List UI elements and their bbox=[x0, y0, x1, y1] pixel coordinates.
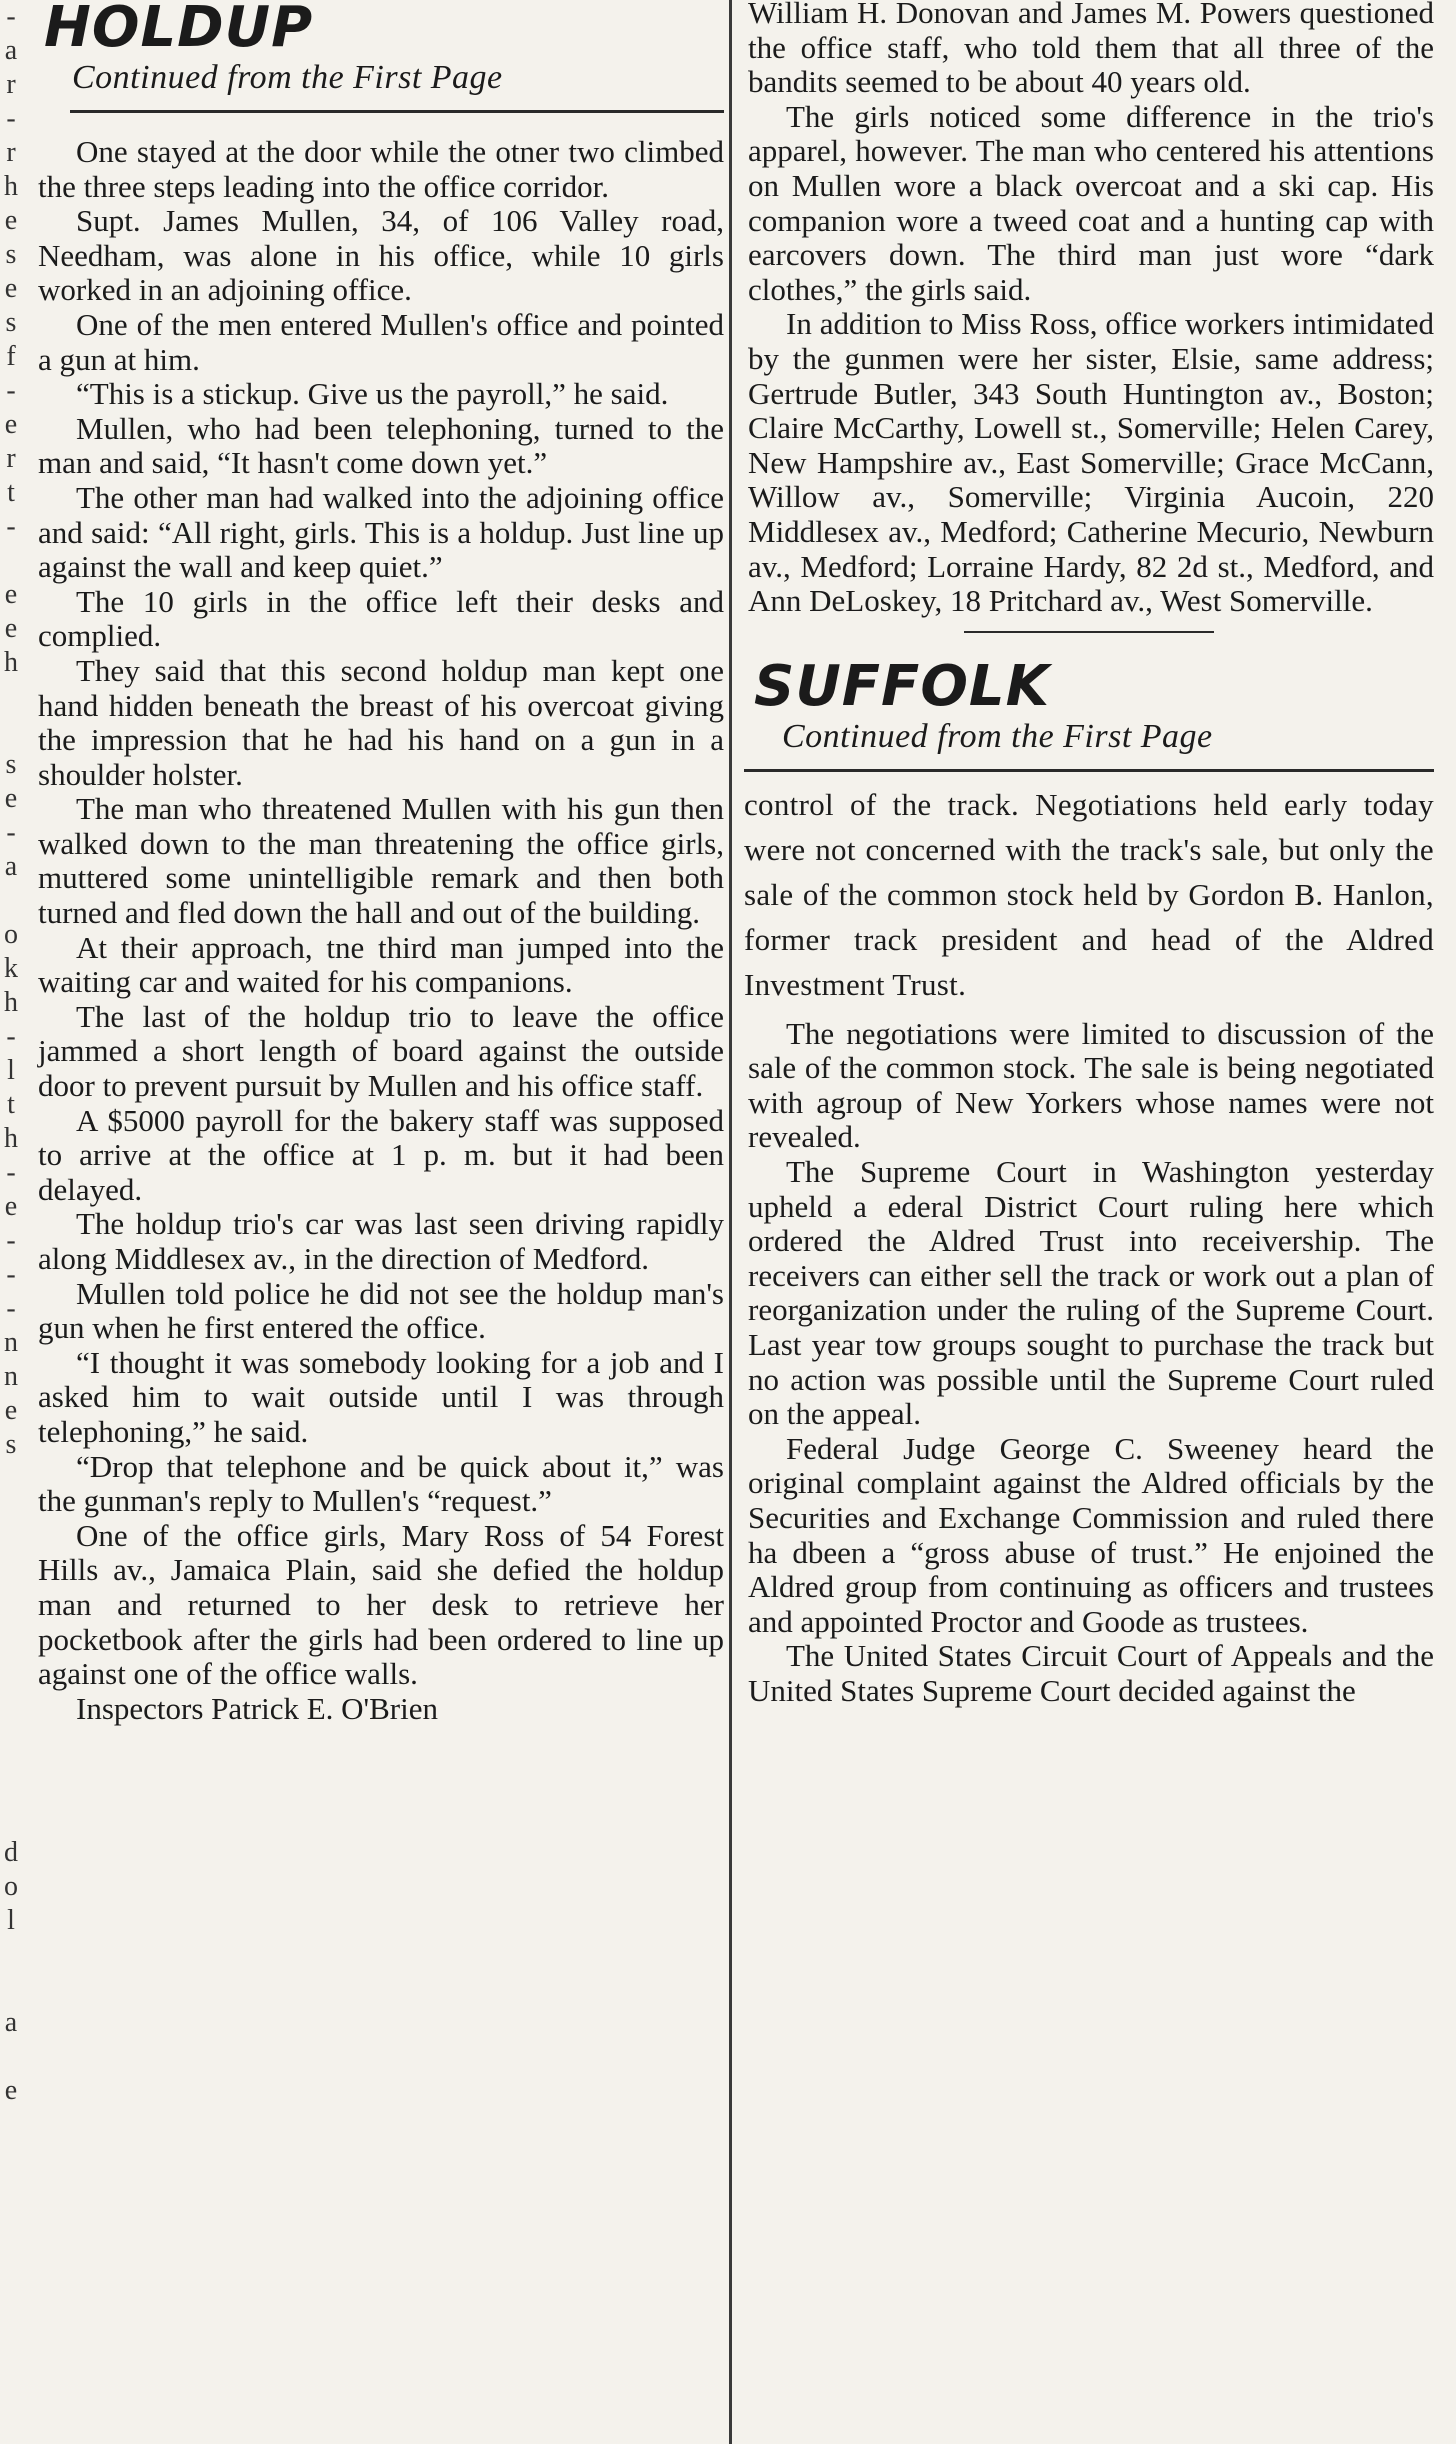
suffolk-headline: SUFFOLK bbox=[754, 653, 1050, 719]
gutter-fragment: s bbox=[5, 307, 17, 338]
holdup-headline: HOLDUP bbox=[44, 0, 314, 60]
gutter-fragment bbox=[0, 1938, 22, 1972]
gutter-fragment: s bbox=[5, 1429, 17, 1460]
gutter-fragment: h bbox=[4, 647, 18, 678]
gutter-fragment: - bbox=[6, 817, 16, 848]
gutter-fragment: r bbox=[6, 69, 16, 100]
holdup-paragraph: “I thought it was somebody looking for a job and I asked him to wait outside until I was through telephoning,” he said. bbox=[38, 1344, 724, 1449]
holdup-paragraph: The last of the holdup trio to leave the office jammed a short length of board against the outside door to prevent pursuit by Mullen and his office staff. bbox=[38, 998, 724, 1104]
gutter-fragment: - bbox=[6, 375, 16, 406]
gutter-fragment: a bbox=[4, 851, 18, 882]
suffolk-paragraph: Federal Judge George C. Sweeney heard the original complaint against the Aldred officials by the Securities and Exchange Commission and ruled there ha dbeen a “gross abuse of trust.” He enjoined the Aldred group from continuing as officers and trustees and appointed Proctor and Goode as trustees. bbox=[748, 1430, 1434, 1639]
suffolk-paragraph: The negotiations were limited to discussion of the sale of the common stock. The sale is being negotiated with agroup of New Yorkers whose names were not revealed. bbox=[748, 1015, 1434, 1155]
gutter-fragment bbox=[0, 1802, 22, 1836]
gutter-fragment: n bbox=[4, 1327, 18, 1358]
holdup-paragraph: A $5000 payroll for the bakery staff was supposed to arrive at the office at 1 p. m. but it had been delayed. bbox=[38, 1102, 724, 1207]
gutter-fragment: r bbox=[6, 137, 16, 168]
holdup-paragraph: One of the men entered Mullen's office and pointed a gun at him. bbox=[38, 306, 724, 377]
gutter-fragment: h bbox=[4, 987, 18, 1018]
holdup-paragraph: At their approach, tne third man jumped into the waiting car and waited for his companions. bbox=[38, 929, 724, 1000]
holdup-paragraph: Inspectors Patrick E. O'Brien bbox=[76, 1690, 438, 1726]
holdup-paragraph: Mullen told police he did not see the holdup man's gun when he first entered the office. bbox=[38, 1275, 724, 1346]
gutter-fragment: n bbox=[4, 1361, 18, 1392]
gutter-fragment bbox=[0, 544, 22, 578]
section-divider bbox=[964, 631, 1214, 633]
holdup-paragraph: They said that this second holdup man kept one hand hidden beneath the breast of his overcoat giving the impression that he had his hand on a gun in a shoulder holster. bbox=[38, 652, 724, 792]
suffolk-body bbox=[744, 1017, 1434, 1709]
gutter-fragment: e bbox=[4, 1395, 18, 1426]
holdup-subhead: Continued from the First Page bbox=[72, 59, 503, 96]
holdup-body bbox=[34, 135, 724, 1726]
gutter-fragment bbox=[0, 1462, 22, 1496]
holdup-paragraph: Mullen, who had been telephoning, turned to the man and said, “It hasn't come down yet.” bbox=[38, 410, 724, 481]
gutter-fragment bbox=[0, 1564, 22, 1598]
gutter-fragment bbox=[0, 2176, 22, 2210]
gutter-fragment: d bbox=[4, 1837, 18, 1868]
gutter-fragment: - bbox=[6, 103, 16, 134]
gutter-fragment: a bbox=[4, 2007, 18, 2038]
holdup-paragraph: “This is a stickup. Give us the payroll,” he said. bbox=[76, 376, 669, 412]
holdup-paragraph: Supt. James Mullen, 34, of 106 Valley road, Needham, was alone in his office, while 10 girls worked in an adjoining office. bbox=[38, 203, 724, 308]
gutter-fragment: a bbox=[4, 35, 18, 66]
gutter-fragment: e bbox=[4, 273, 18, 304]
suffolk-paragraph: The Supreme Court in Washington yesterday upheld a ederal District Court ruling here which ordered the Aldred Trust into receivership. The receivers can either sell the track or work out a plan of reorganization under the ruling of the Supreme Court. Last year tow groups sought to purchase the track but no action was possible until the Supreme Court ruled on the appeal. bbox=[748, 1154, 1434, 1432]
holdup-continuation-paragraph: In addition to Miss Ross, office workers intimidated by the gunmen were her sister, Elsie, same address; Gertrude Butler, 343 South Huntington av., Boston; Claire McCarthy, Lowell st., Somerville; Helen Carey, New Hampshire av., East Somerville; Grace McCann, Willow av., Somerville; Virginia Aucoin, 220 Middlesex av., Medford; Catherine Mecurio, Newburn av., Medford; Lorraine Hardy, 82 2d st., Medford, and Ann DeLoskey, 18 Pritchard av., West Somerville. bbox=[748, 306, 1434, 619]
gutter-fragment: e bbox=[4, 2075, 18, 2106]
gutter-fragment bbox=[0, 2108, 22, 2142]
suffolk-paragraph: The United States Circuit Court of Appeals and the United States Supreme Court decided against the bbox=[748, 1638, 1434, 1708]
gutter-fragment: - bbox=[6, 1293, 16, 1324]
gutter-fragment bbox=[0, 1972, 22, 2006]
gutter-fragment bbox=[0, 1530, 22, 1564]
adjacent-column-edge bbox=[0, 0, 22, 2444]
gutter-fragment bbox=[0, 2142, 22, 2176]
holdup-paragraph: One of the office girls, Mary Ross of 54 Forest Hills av., Jamaica Plain, said she defied the holdup man and returned to her desk to retrieve her pocketbook after the girls had been ordered to line up against one of the office walls. bbox=[38, 1517, 724, 1692]
gutter-fragment: e bbox=[4, 1191, 18, 1222]
gutter-fragment: k bbox=[4, 953, 18, 984]
gutter-fragment: - bbox=[6, 511, 16, 542]
gutter-fragment: e bbox=[4, 205, 18, 236]
gutter-fragment: l bbox=[7, 1055, 15, 1086]
gutter-fragment bbox=[0, 1734, 22, 1768]
holdup-paragraph: The man who threatened Mullen with his gun then walked down to the man threatening the office girls, muttered some unintelligible remark and then both turned and fled down the hall and out of the building. bbox=[38, 791, 724, 931]
gutter-fragment: - bbox=[6, 1021, 16, 1052]
holdup-paragraph: The 10 girls in the office left their desks and complied. bbox=[38, 583, 724, 654]
holdup-paragraph: One stayed at the door while the otner two climbed the three steps leading into the office corridor. bbox=[38, 134, 724, 204]
gutter-fragment: s bbox=[5, 749, 17, 780]
holdup-paragraph: “Drop that telephone and be quick about it,” was the gunman's reply to Mullen's “request.” bbox=[38, 1448, 724, 1519]
gutter-fragment bbox=[0, 1496, 22, 1530]
gutter-fragment bbox=[0, 2040, 22, 2074]
headline-rule bbox=[70, 110, 724, 113]
gutter-fragment: - bbox=[6, 1225, 16, 1256]
gutter-fragment bbox=[0, 1768, 22, 1802]
suffolk-lead bbox=[744, 782, 1434, 1007]
gutter-fragment: e bbox=[4, 613, 18, 644]
gutter-fragment bbox=[0, 680, 22, 714]
gutter-fragment: - bbox=[6, 1259, 16, 1290]
gutter-fragment: o bbox=[4, 919, 18, 950]
gutter-fragment: h bbox=[4, 1123, 18, 1154]
gutter-fragment bbox=[0, 1700, 22, 1734]
gutter-fragment: l bbox=[7, 1905, 15, 1936]
gutter-fragment bbox=[0, 1666, 22, 1700]
holdup-continuation bbox=[744, 0, 1434, 619]
holdup-article bbox=[34, 0, 724, 2444]
gutter-fragment bbox=[0, 2210, 22, 2244]
holdup-paragraph: The holdup trio's car was last seen driving rapidly along Middlesex av., in the direction of Medford. bbox=[38, 1206, 724, 1276]
holdup-continuation-paragraph: The girls noticed some difference in the trio's apparel, however. The man who centered his attentions on Mullen wore a black overcoat and a ski cap. His companion wore a tweed coat and a hunting cap with earcovers down. The third man just wore “dark clothes,” the girls said. bbox=[748, 98, 1434, 307]
gutter-fragment: f bbox=[6, 341, 16, 372]
gutter-fragment: t bbox=[7, 1089, 15, 1120]
gutter-fragment bbox=[0, 1598, 22, 1632]
gutter-fragment: - bbox=[6, 1, 16, 32]
gutter-fragment: - bbox=[6, 1157, 16, 1188]
gutter-fragment: h bbox=[4, 171, 18, 202]
suffolk-subhead: Continued from the First Page bbox=[782, 717, 1213, 755]
headline-rule bbox=[744, 769, 1434, 772]
holdup-paragraph: The other man had walked into the adjoining office and said: “All right, girls. This is a holdup. Just line up against the wall and keep quiet.” bbox=[38, 479, 724, 585]
gutter-fragment: e bbox=[4, 579, 18, 610]
gutter-fragment bbox=[0, 1632, 22, 1666]
gutter-fragment: r bbox=[6, 443, 16, 474]
gutter-fragment: t bbox=[7, 477, 15, 508]
gutter-fragment: s bbox=[5, 239, 17, 270]
holdup-continuation-paragraph: William H. Donovan and James M. Powers questioned the office staff, who told them that all three of the bandits seemed to be about 40 years old. bbox=[748, 0, 1434, 100]
suffolk-lead-paragraph: control of the track. Negotiations held early today were not concerned with the track's sale, but only the sale of the common stock held by Gordon B. Hanlon, former track president and head of the Aldred Investment Trust. bbox=[744, 786, 1434, 1002]
gutter-fragment: e bbox=[4, 783, 18, 814]
column-rule bbox=[729, 0, 732, 2444]
right-column bbox=[744, 0, 1434, 2444]
gutter-fragment bbox=[0, 714, 22, 748]
gutter-fragment: e bbox=[4, 409, 18, 440]
gutter-fragment bbox=[0, 884, 22, 918]
gutter-fragment: o bbox=[4, 1871, 18, 1902]
